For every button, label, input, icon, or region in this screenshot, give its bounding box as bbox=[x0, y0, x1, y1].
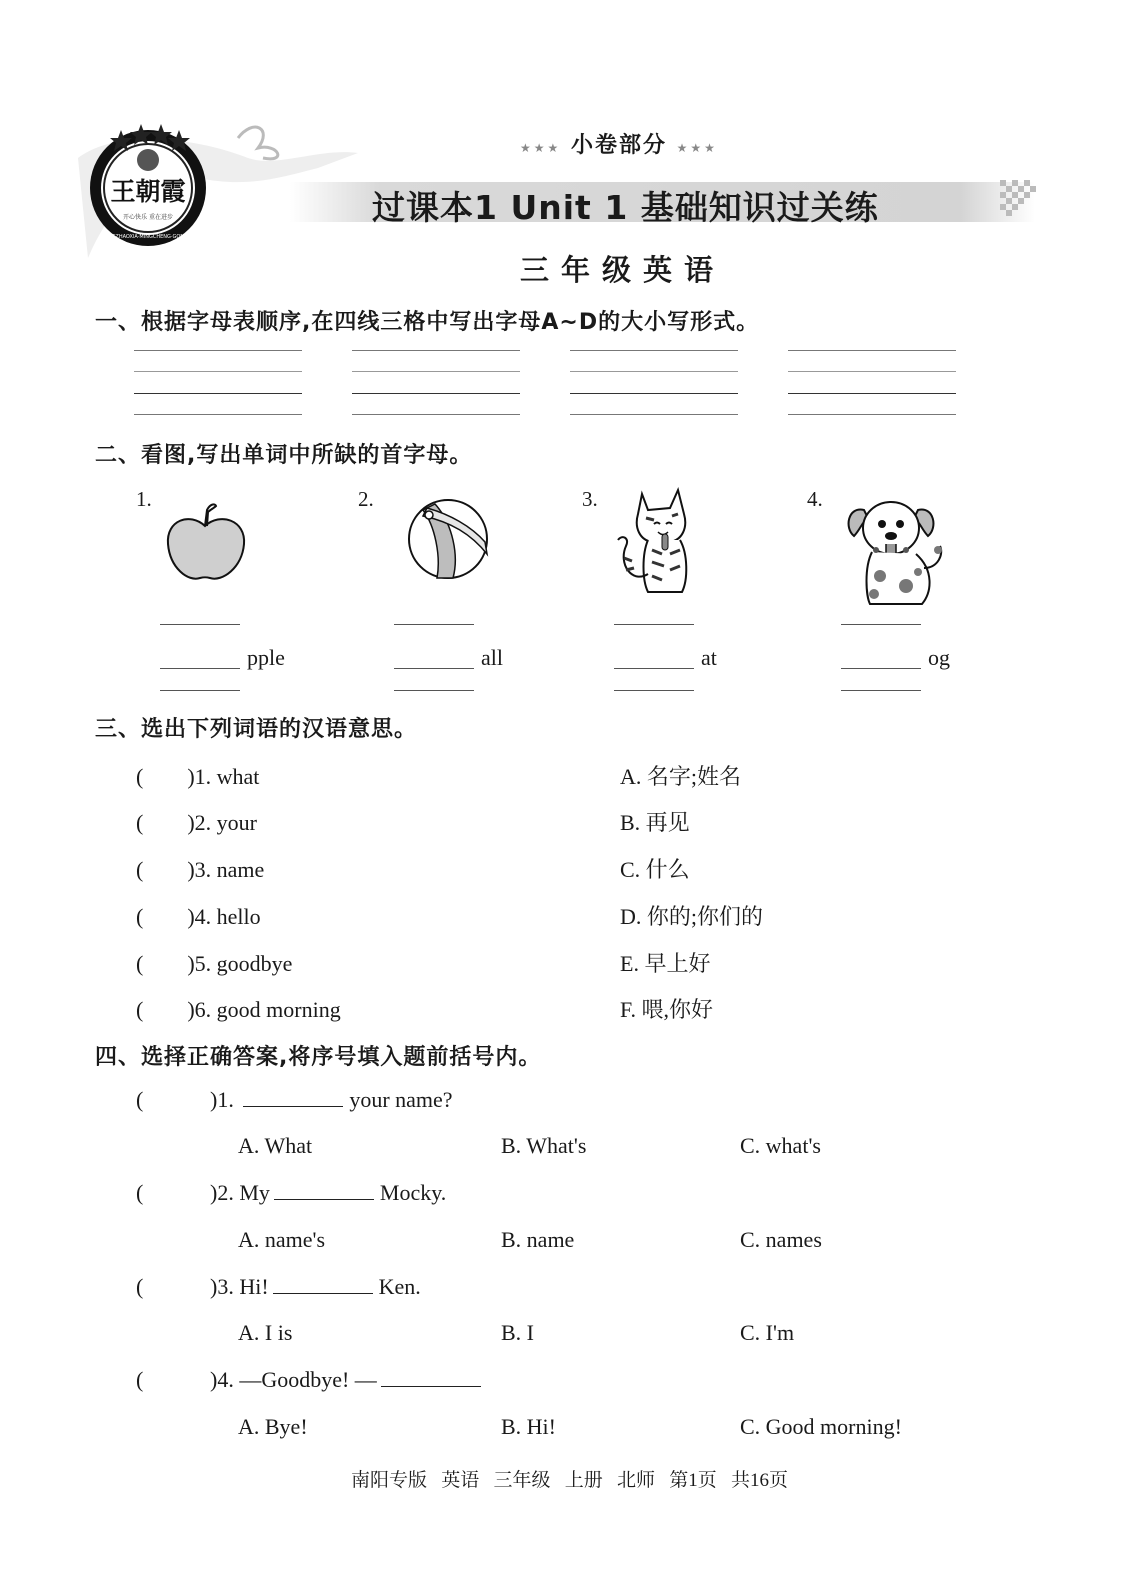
vocab-question-row: ( )3. name bbox=[136, 857, 265, 882]
page-title: 过课本1 Unit 1 基础知识过关练 bbox=[372, 188, 879, 227]
question-text-before: —Goodbye! — bbox=[239, 1367, 377, 1392]
cat-icon bbox=[612, 484, 704, 600]
option-a: A. Bye! bbox=[238, 1414, 308, 1439]
option-a: A. What bbox=[238, 1133, 313, 1158]
question-text-before: Hi! bbox=[239, 1274, 269, 1299]
meaning-option: F. 喂,你好 bbox=[620, 997, 713, 1022]
ball-icon bbox=[405, 496, 491, 582]
apple-icon bbox=[160, 498, 250, 586]
option-b: B. What's bbox=[501, 1133, 587, 1158]
meaning-option: B. 再见 bbox=[620, 810, 690, 835]
option-b: B. I bbox=[501, 1320, 534, 1345]
answer-blank-4[interactable] bbox=[841, 624, 921, 694]
question-text-after: Ken. bbox=[378, 1274, 421, 1299]
logo-tagline: 开心快乐 重在进步 bbox=[123, 214, 173, 221]
word-suffix: pple bbox=[247, 645, 285, 670]
option-a: A. I is bbox=[238, 1320, 293, 1345]
writing-grid-4[interactable] bbox=[788, 350, 956, 416]
option-b: B. name bbox=[501, 1227, 575, 1252]
vocab-question-row: ( )6. good morning bbox=[136, 997, 341, 1022]
picture-item-number: 2. bbox=[358, 487, 374, 511]
page-footer: 南阳专版 英语 三年级 上册 北师 第1页 共16页 bbox=[350, 1470, 788, 1491]
answer-paren[interactable]: ( bbox=[136, 1180, 144, 1205]
option-c: C. Good morning! bbox=[740, 1414, 902, 1439]
vocab-question-row: ( )5. goodbye bbox=[136, 951, 293, 976]
writing-grid-2[interactable] bbox=[352, 350, 520, 416]
question-number: )2. bbox=[210, 1180, 234, 1205]
stars-right: ★★★ bbox=[676, 141, 718, 155]
mc-question-1 bbox=[136, 1087, 453, 1113]
page-subtitle: 三年级英语 bbox=[520, 253, 726, 287]
dog-icon bbox=[842, 488, 954, 612]
answer-blank-3[interactable] bbox=[614, 624, 694, 694]
answer-paren[interactable]: ( bbox=[136, 1087, 144, 1112]
option-c: C. names bbox=[740, 1227, 822, 1252]
writing-grid-3[interactable] bbox=[570, 350, 738, 416]
logo-brand-text: 王朝霞 bbox=[110, 177, 186, 206]
word-suffix: at bbox=[701, 645, 717, 670]
question-text-after: your name? bbox=[349, 1087, 453, 1112]
mc-question-3 bbox=[136, 1274, 421, 1300]
mc-question-2 bbox=[136, 1180, 446, 1206]
section-label bbox=[520, 128, 718, 159]
option-c: C. what's bbox=[740, 1133, 821, 1158]
question-number: )4. bbox=[210, 1367, 234, 1392]
meaning-option: D. 你的;你们的 bbox=[620, 904, 764, 929]
picture-item-number: 1. bbox=[136, 487, 152, 511]
question-text-before: My bbox=[239, 1180, 270, 1205]
vocab-question-row: ( )2. your bbox=[136, 810, 257, 835]
option-b: B. Hi! bbox=[501, 1414, 556, 1439]
section-1-title: 一、根据字母表顺序,在四线三格中写出字母A~D的大小写形式。 bbox=[95, 310, 760, 335]
writing-grid-1[interactable] bbox=[134, 350, 302, 416]
question-number: )3. bbox=[210, 1274, 234, 1299]
mc-question-4 bbox=[136, 1367, 487, 1393]
meaning-option: E. 早上好 bbox=[620, 951, 711, 976]
answer-blank[interactable] bbox=[274, 1181, 374, 1200]
section-label-text: 小卷部分 bbox=[570, 133, 667, 158]
answer-paren[interactable]: ( bbox=[136, 1274, 144, 1299]
option-c: C. I'm bbox=[740, 1320, 795, 1345]
answer-blank[interactable] bbox=[273, 1275, 373, 1294]
meaning-option: C. 什么 bbox=[620, 857, 690, 882]
answer-blank[interactable] bbox=[243, 1088, 343, 1107]
title-band-pattern bbox=[1000, 180, 1040, 224]
vocab-question-row: ( )4. hello bbox=[136, 904, 261, 929]
question-text-after: Mocky. bbox=[379, 1180, 447, 1205]
section-4-title: 四、选择正确答案,将序号填入题前括号内。 bbox=[95, 1045, 542, 1070]
answer-blank[interactable] bbox=[381, 1368, 481, 1387]
answer-blank-1[interactable] bbox=[160, 624, 240, 694]
vocab-question-row: ( )1. what bbox=[136, 764, 260, 789]
section-3-title: 三、选出下列词语的汉语意思。 bbox=[95, 717, 418, 742]
answer-paren[interactable]: ( bbox=[136, 1367, 144, 1392]
picture-item-number: 3. bbox=[582, 487, 598, 511]
stars-left: ★★★ bbox=[520, 141, 562, 155]
answer-blank-2[interactable] bbox=[394, 624, 474, 694]
logo-ring-text: WANGZHAOXIA·MINGCHENG·GONGSHI bbox=[99, 234, 197, 240]
picture-item-number: 4. bbox=[807, 487, 823, 511]
meaning-option: A. 名字;姓名 bbox=[620, 764, 742, 789]
question-number: )1. bbox=[210, 1087, 234, 1112]
option-a: A. name's bbox=[238, 1227, 326, 1252]
word-suffix: all bbox=[481, 645, 503, 670]
word-suffix: og bbox=[928, 645, 950, 670]
section-2-title: 二、看图,写出单词中所缺的首字母。 bbox=[95, 443, 473, 468]
